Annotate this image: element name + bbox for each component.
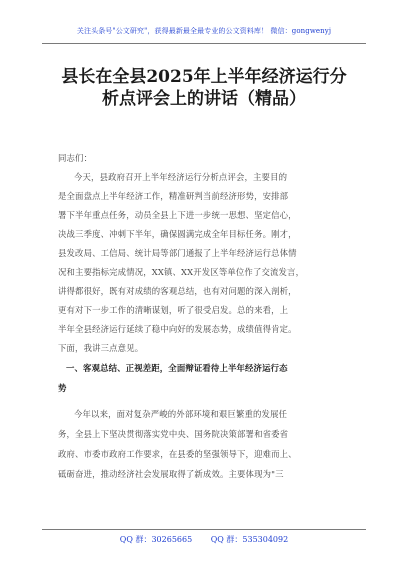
section-heading-line-2: 势 [58,383,67,393]
paragraph-line: 更有对下一步工作的清晰谋划，听了很受启发。总的来看，上 [58,305,289,315]
paragraph-line: 半年全县经济运行延续了稳中向好的发展态势，成绩值得肯定。 [58,324,297,334]
paragraph-line: 今天，县政府召开上半年经济运行分析点评会，主要目的 [74,172,288,182]
footer-contact [46,534,362,545]
paragraph-line: 政府、市委市政府工作要求，在县委的坚强领导下，迎难而上、 [58,449,297,459]
paragraph-line: 讲得都很好，既有对成绩的客观总结，也有对问题的深入剖析， [58,286,297,296]
paragraph-line: 务，全县上下坚决贯彻落实党中央、国务院决策部署和省委省 [58,429,289,439]
title-line-2: 析点评会上的讲话（精品） [102,89,306,109]
section-heading-line-1: 一、客观总结、正视差距，全面辩证看待上半年经济运行态 [66,363,288,373]
header-divider [42,43,366,44]
footer-divider [42,529,366,530]
paragraph-line: 决战三季度、冲刺下半年，确保圆满完成全年目标任务。刚才， [58,229,297,239]
qq-group-1: QQ 群：30265665 [119,535,193,544]
qq-group-2: QQ 群：535304092 [210,535,289,544]
paragraph-line: 署下半年重点任务，动员全县上下进一步统一思想、坚定信心， [58,210,297,220]
document-title [44,66,364,110]
header-banner: 关注头条号"公文研究"，获得最新最全最专业的公文资料库！ 微信：gongwenyj [76,27,332,35]
paragraph-line: 是全面盘点上半年经济工作，精准研判当前经济形势，安排部 [58,191,289,201]
paragraph-line: 下面，我讲三点意见。 [58,343,144,353]
paragraph-line: 砥砺奋进，推动经济社会发展取得了新成效。主要体现为"三 [58,469,284,479]
paragraph-line: 今年以来，面对复杂严峻的外部环境和艰巨繁重的发展任 [74,409,288,419]
title-line-1: 县长在全县2025年上半年经济运行分 [61,67,347,87]
paragraph-line: 况和主要指标完成情况，XX镇、XX开发区等单位作了交流发言， [58,267,305,277]
paragraph-line: 县发改局、工信局、统计局等部门通报了上半年经济运行总体情 [58,248,297,258]
salutation: 同志们： [58,153,93,163]
